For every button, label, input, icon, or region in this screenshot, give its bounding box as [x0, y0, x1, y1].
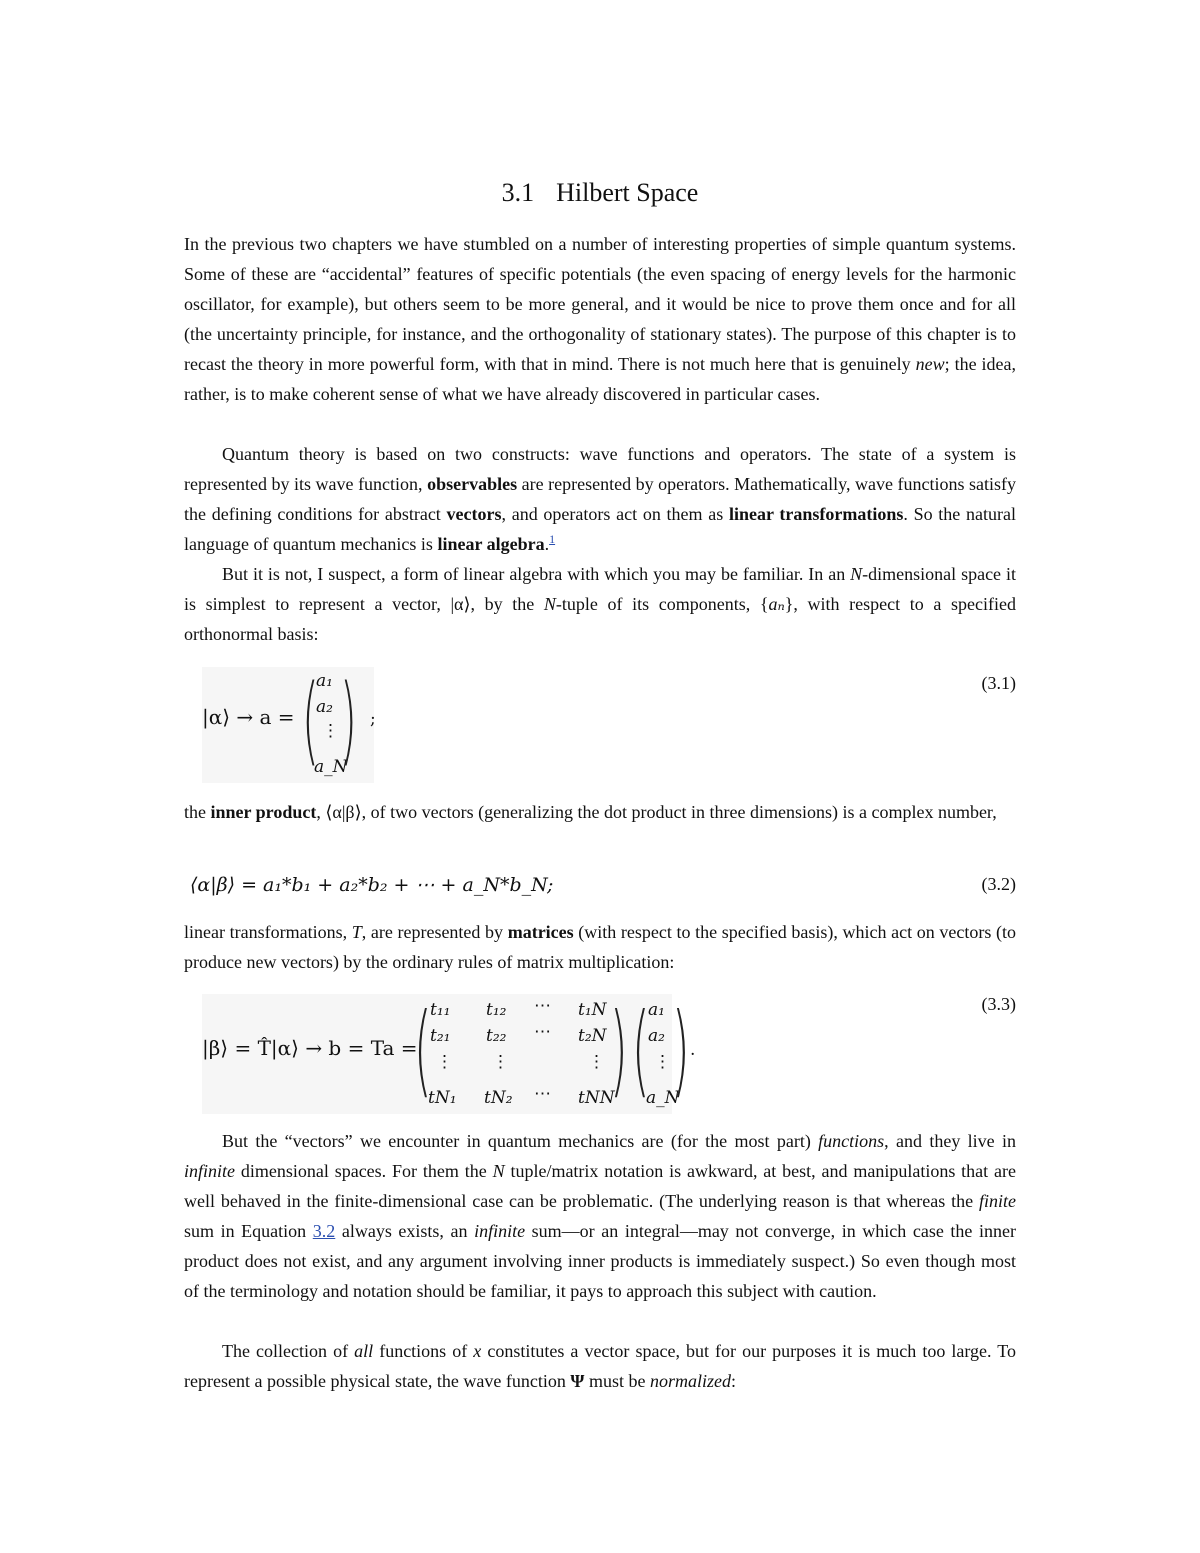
p2-text-e: . So the natural language of quantum mechanics is [184, 504, 1016, 554]
p6-em-infinite: infinite [184, 1161, 235, 1181]
term-observables: observables [427, 474, 518, 494]
paragraph-inner-product [184, 797, 1016, 827]
p1-text: In the previous two chapters we have stumbled on a number of interesting properties of simple quantum systems. Some of these are “accidental” features of specific potentials (the even spacing of energy levels for the harmonic oscillator, for example), but others seem to be more general, and it would be nice to prove them once and for all (the uncertainty principle, for instance, and the orthogonality of stationary states). The purpose of this chapter is to recast the theory in more powerful form, with that in mind. There is not much here that is genuinely [184, 234, 1016, 374]
p4-text-c: , ⟨α|β⟩, of two vectors (generalizing the dot product in three dimensions) is a complex number, [316, 802, 997, 822]
p6-em-finite: finite [979, 1191, 1016, 1211]
p5-text-d: (with respect to the specified basis), which act on vectors (to produce new vectors) by the ordinary rules of matrix multiplication: [184, 922, 1016, 972]
paragraph-intro [184, 229, 1016, 409]
equation-3-3 [184, 990, 1016, 1114]
p3-N1: N [850, 564, 863, 584]
p3-an: aₙ [768, 594, 785, 614]
section-number: 3.1 [501, 178, 535, 207]
p5-text-b: , are represented by [361, 922, 508, 942]
footnote-link[interactable]: 1 [549, 532, 556, 546]
matrix-entry: ⋮ [436, 1052, 453, 1072]
matrix-right-paren: ) [610, 991, 628, 1108]
vector-entry: a_N [646, 1088, 680, 1108]
p6-text-a: But the “vectors” we encounter in quantum mechanics are (for the most part) [222, 1131, 819, 1151]
paragraph-normalized [184, 1336, 1016, 1396]
term-matrices: matrices [507, 922, 574, 942]
vector-entry: a₂ [648, 1026, 665, 1046]
matrix-entry: t₂₂ [486, 1026, 507, 1046]
equation-number: (3.1) [981, 673, 1016, 693]
paragraph-linear-algebra [184, 559, 1016, 649]
matrix-left-paren: ( [414, 991, 432, 1108]
equation-3-1-lhs: |α⟩ → a = [202, 705, 295, 729]
matrix-entry: t₁₂ [486, 1000, 507, 1020]
p5-text-a: linear transformations, [184, 922, 352, 942]
paragraph-transformations [184, 917, 1016, 977]
matrix-entry: ⋮ [492, 1052, 509, 1072]
matrix-entry: ⋮ [588, 1052, 605, 1072]
p6-text-c: dimensional spaces. For them the [235, 1161, 493, 1181]
equation-number: (3.3) [981, 994, 1016, 1014]
equation-3-2-link[interactable]: 3.2 [312, 1221, 336, 1241]
p3-text-d: }, with respect to a specified orthonormal basis: [184, 594, 1016, 644]
term-linear-algebra: linear algebra [437, 534, 545, 554]
p6-em-infinite-2: infinite [474, 1221, 526, 1241]
matrix-entry: ⋯ [534, 1022, 551, 1042]
term-linear-transformations: linear transformations [728, 504, 904, 524]
p6-text-e: sum in Equation [184, 1221, 313, 1241]
p6-text-b: , and they live in [884, 1131, 1016, 1151]
section-title: Hilbert Space [556, 178, 699, 207]
p7-em-normalized: normalized [649, 1371, 731, 1391]
section-heading [0, 178, 1200, 208]
equation-3-3-lhs: |β⟩ = T̂|α⟩ → b = Ta = [202, 1036, 418, 1060]
equation-3-1-component: a₁ [316, 671, 333, 691]
equation-number: (3.2) [981, 874, 1016, 894]
matrix-entry: t₂N [578, 1026, 607, 1046]
p7-text-e: : [730, 1371, 736, 1391]
p6-N: N [492, 1161, 505, 1181]
p6-text-d: tuple/matrix notation is awkward, at best, and manipulations that are well behaved in the finite-dimensional case can be problematic. (The underlying reason is that whereas the [184, 1161, 1017, 1211]
vector-entry: ⋮ [654, 1052, 671, 1072]
equation-3-2-body: ⟨α|β⟩ = a₁*b₁ + a₂*b₂ + ⋯ + a_N*b_N; [190, 874, 554, 896]
p7-em-all: all [354, 1341, 374, 1361]
p7-psi: Ψ [570, 1371, 585, 1391]
paragraph-infinite-dimensional [184, 1126, 1016, 1306]
vector-left-paren: ( [632, 991, 650, 1108]
p7-text-d: must be [584, 1371, 650, 1391]
equation-3-1-trail: ; [370, 709, 376, 729]
p3-text-c: -tuple of its components, { [555, 594, 769, 614]
p2-text-c: are represented by operators. Mathematically, wave functions satisfy the defining conditions for abstract [184, 474, 1017, 524]
p7-x: x [473, 1341, 482, 1361]
matrix-entry: ⋯ [534, 1084, 551, 1104]
p3-text-a: But it is not, I suspect, a form of linear algebra with which you may be familiar. In an [222, 564, 851, 584]
matrix-entry: t₁N [578, 1000, 607, 1020]
p1-end: ; the idea, rather, is to make coherent sense of what we have already discovered in particular cases. [184, 354, 1016, 404]
vector-entry: a₁ [648, 1000, 665, 1020]
paragraph-constructs [184, 439, 1016, 559]
equation-3-1-component: a_N [314, 757, 348, 777]
equation-3-3-trail: . [690, 1040, 696, 1060]
p2-text-a: Quantum theory is based on two constructs: wave functions and operators. The state of a system is represented by its wave function, [184, 444, 1016, 494]
p7-text-a: The collection of [222, 1341, 355, 1361]
equation-3-1-left-paren: ( [302, 664, 319, 776]
p5-T: T [351, 922, 362, 942]
matrix-entry: t₁₁ [430, 1000, 451, 1020]
p1-emphasis: new [915, 354, 945, 374]
p6-em-functions: functions [818, 1131, 885, 1151]
p7-text-c: constitutes a vector space, but for our purposes it is much too large. To represent a possible physical state, the wave function [184, 1341, 1017, 1391]
p3-text-b: -dimensional space it is simplest to represent a vector, |α⟩, by the [184, 564, 1016, 614]
equation-3-1 [184, 665, 1016, 783]
matrix-entry: tNN [578, 1088, 615, 1108]
vector-right-paren: ) [672, 991, 690, 1108]
term-vectors: vectors [446, 504, 502, 524]
p2-text-f: . [544, 534, 550, 554]
matrix-entry: tN₂ [484, 1088, 513, 1108]
p6-text-f: always exists, an [335, 1221, 475, 1241]
matrix-entry: ⋯ [534, 996, 551, 1016]
p7-text-b: functions of [373, 1341, 474, 1361]
equation-3-1-right-paren: ) [340, 664, 357, 776]
p6-text-g: sum—or an integral—may not converge, in which case the inner product does not exist, and any argument involving inner products is immediately suspect.) So even though most of the terminology and notation should be familiar, it pays to approach this subject with caution. [184, 1221, 1016, 1301]
equation-3-2 [184, 870, 1016, 906]
matrix-entry: tN₁ [428, 1088, 457, 1108]
equation-3-1-component: a₂ [316, 697, 333, 717]
term-inner-product: inner product [210, 802, 317, 822]
p2-text-d: , and operators act on them as [501, 504, 729, 524]
p3-N2: N [543, 594, 556, 614]
p4-text-a: the [184, 802, 211, 822]
matrix-entry: t₂₁ [430, 1026, 451, 1046]
equation-3-1-component: ⋮ [322, 721, 339, 741]
